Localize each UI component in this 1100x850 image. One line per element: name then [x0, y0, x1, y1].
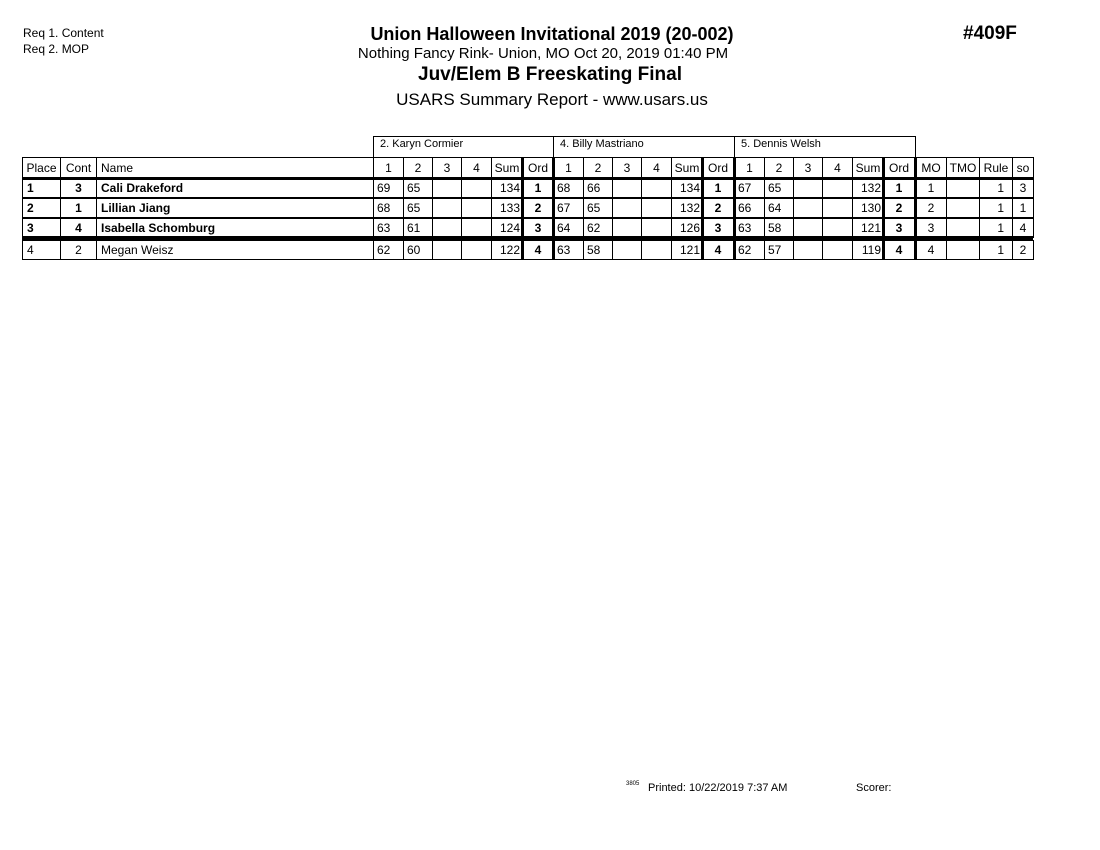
row-judge3-s1: 67	[734, 178, 765, 198]
col-header-cont: Cont	[60, 157, 97, 178]
row-judge1-s4	[461, 178, 492, 198]
row-judge3-s2: 57	[764, 240, 794, 260]
col-header-judge3-ord: Ord	[883, 157, 915, 178]
row-judge2-s1: 67	[553, 198, 584, 218]
row-judge3-s2: 58	[764, 218, 794, 238]
row-judge2-s1: 63	[553, 240, 584, 260]
row-name: Isabella Schomburg	[96, 218, 374, 238]
row-so: 1	[1012, 198, 1034, 218]
row-judge2-sum: 132	[671, 198, 703, 218]
row-name: Cali Drakeford	[96, 178, 374, 198]
row-judge2-s4	[641, 198, 672, 218]
row-judge3-s1: 63	[734, 218, 765, 238]
scorer-label: Scorer:	[856, 782, 892, 794]
row-name: Lillian Jiang	[96, 198, 374, 218]
table-bottom-border	[22, 259, 1033, 260]
row-judge2-s2: 66	[583, 178, 613, 198]
row-judge1-s3	[432, 178, 462, 198]
row-place: 4	[22, 240, 61, 260]
printed-timestamp: Printed: 10/22/2019 7:37 AM	[648, 782, 788, 794]
row-judge3-ord: 3	[883, 218, 915, 238]
row-judge3-s3	[793, 178, 823, 198]
row-judge3-sum: 130	[852, 198, 884, 218]
row-judge1-s3	[432, 240, 462, 260]
row-rule: 1	[979, 178, 1013, 198]
row-judge3-s4	[822, 240, 853, 260]
row-judge1-s4	[461, 198, 492, 218]
row-cont: 1	[60, 198, 97, 218]
ord-column-border	[521, 157, 524, 260]
col-header-place: Place	[22, 157, 61, 178]
row-judge1-s3	[432, 198, 462, 218]
row-name: Megan Weisz	[96, 240, 374, 260]
col-header-judge1-4: 4	[461, 157, 492, 178]
row-judge1-sum: 122	[491, 240, 523, 260]
row-judge3-s4	[822, 178, 853, 198]
col-header-judge1-1: 1	[373, 157, 404, 178]
row-judge1-sum: 133	[491, 198, 523, 218]
row-judge1-sum: 134	[491, 178, 523, 198]
col-header-judge2-4: 4	[641, 157, 672, 178]
row-judge3-s1: 66	[734, 198, 765, 218]
col-header-judge2-1: 1	[553, 157, 584, 178]
row-judge3-sum: 119	[852, 240, 884, 260]
row-judge3-ord: 2	[883, 198, 915, 218]
row-judge1-sum: 124	[491, 218, 523, 238]
col-header-judge2-2: 2	[583, 157, 613, 178]
row-judge3-s3	[793, 198, 823, 218]
row-judge2-sum: 126	[671, 218, 703, 238]
ord-column-border	[882, 157, 885, 260]
row-rule: 1	[979, 240, 1013, 260]
row-judge1-ord: 2	[522, 198, 554, 218]
row-place: 3	[22, 218, 61, 238]
row-judge3-ord: 1	[883, 178, 915, 198]
requirement-2: Req 2. MOP	[23, 42, 90, 56]
row-tmo	[946, 218, 980, 238]
col-header-mo: MO	[915, 157, 947, 178]
row-tmo	[946, 198, 980, 218]
row-judge3-sum: 121	[852, 218, 884, 238]
col-header-judge1-sum: Sum	[491, 157, 523, 178]
row-tmo	[946, 178, 980, 198]
row-mo: 2	[915, 198, 947, 218]
row-mo: 3	[915, 218, 947, 238]
row-judge2-s4	[641, 218, 672, 238]
judge-header-1: 2. Karyn Cormier	[373, 136, 554, 157]
row-judge3-s4	[822, 218, 853, 238]
row-judge1-s2: 65	[403, 198, 433, 218]
requirement-1: Req 1. Content	[23, 26, 104, 40]
row-judge2-s3	[612, 198, 642, 218]
row-judge2-s2: 62	[583, 218, 613, 238]
col-header-judge2-3: 3	[612, 157, 642, 178]
col-header-judge3-4: 4	[822, 157, 853, 178]
row-judge2-s4	[641, 178, 672, 198]
col-header-judge1-ord: Ord	[522, 157, 554, 178]
row-tmo	[946, 240, 980, 260]
row-cont: 4	[60, 218, 97, 238]
venue-date-line: Nothing Fancy Rink- Union, MO Oct 20, 2019 01:40 PM	[357, 45, 729, 62]
col-header-judge3-2: 2	[764, 157, 794, 178]
row-judge2-s2: 58	[583, 240, 613, 260]
col-header-judge3-sum: Sum	[852, 157, 884, 178]
row-so: 4	[1012, 218, 1034, 238]
row-mo: 4	[915, 240, 947, 260]
row-judge1-ord: 1	[522, 178, 554, 198]
ord-column-border	[701, 157, 704, 260]
row-place: 1	[22, 178, 61, 198]
row-judge1-s4	[461, 218, 492, 238]
row-judge1-s4	[461, 240, 492, 260]
row-rule: 1	[979, 218, 1013, 238]
row-judge3-s2: 64	[764, 198, 794, 218]
row-judge1-s3	[432, 218, 462, 238]
row-judge3-ord: 4	[883, 240, 915, 260]
row-judge1-s1: 68	[373, 198, 404, 218]
row-judge3-s2: 65	[764, 178, 794, 198]
row-judge1-s2: 65	[403, 178, 433, 198]
col-header-rule: Rule	[979, 157, 1013, 178]
judge-header-3: 5. Dennis Welsh	[734, 136, 916, 157]
col-header-judge3-3: 3	[793, 157, 823, 178]
row-cont: 3	[60, 178, 97, 198]
col-header-name: Name	[96, 157, 374, 178]
row-judge1-s2: 61	[403, 218, 433, 238]
row-cont: 2	[60, 240, 97, 260]
row-judge3-s3	[793, 218, 823, 238]
report-title: USARS Summary Report - www.usars.us	[396, 90, 708, 109]
row-judge2-s3	[612, 218, 642, 238]
row-judge2-s4	[641, 240, 672, 260]
row-judge1-s2: 60	[403, 240, 433, 260]
footer-code: 3805	[626, 781, 640, 787]
row-judge3-s4	[822, 198, 853, 218]
event-number: #409F	[963, 23, 1017, 44]
ord-column-border	[552, 157, 555, 260]
col-header-tmo: TMO	[946, 157, 980, 178]
row-place: 2	[22, 198, 61, 218]
col-header-so: so	[1012, 157, 1034, 178]
row-judge2-sum: 134	[671, 178, 703, 198]
row-judge1-ord: 4	[522, 240, 554, 260]
row-judge2-ord: 2	[702, 198, 734, 218]
row-judge2-sum: 121	[671, 240, 703, 260]
col-header-judge3-1: 1	[734, 157, 765, 178]
row-judge3-s3	[793, 240, 823, 260]
row-rule: 1	[979, 198, 1013, 218]
ord-column-border	[733, 157, 736, 260]
row-judge2-s3	[612, 240, 642, 260]
row-judge1-s1: 62	[373, 240, 404, 260]
row-judge3-s1: 62	[734, 240, 765, 260]
row-judge2-ord: 3	[702, 218, 734, 238]
row-judge1-s1: 69	[373, 178, 404, 198]
row-judge2-s1: 68	[553, 178, 584, 198]
event-name: Juv/Elem B Freeskating Final	[418, 64, 682, 85]
row-judge2-s3	[612, 178, 642, 198]
row-judge1-s1: 63	[373, 218, 404, 238]
competition-title: Union Halloween Invitational 2019 (20-002)	[370, 24, 734, 44]
row-judge2-s1: 64	[553, 218, 584, 238]
row-judge2-s2: 65	[583, 198, 613, 218]
col-header-judge2-sum: Sum	[671, 157, 703, 178]
row-judge3-sum: 132	[852, 178, 884, 198]
row-mo: 1	[915, 178, 947, 198]
judge-header-2: 4. Billy Mastriano	[553, 136, 735, 157]
row-judge1-ord: 3	[522, 218, 554, 238]
row-so: 2	[1012, 240, 1034, 260]
ord-column-border	[914, 157, 917, 260]
row-judge2-ord: 4	[702, 240, 734, 260]
col-header-judge1-3: 3	[432, 157, 462, 178]
col-header-judge1-2: 2	[403, 157, 433, 178]
col-header-judge2-ord: Ord	[702, 157, 734, 178]
row-so: 3	[1012, 178, 1034, 198]
row-judge2-ord: 1	[702, 178, 734, 198]
